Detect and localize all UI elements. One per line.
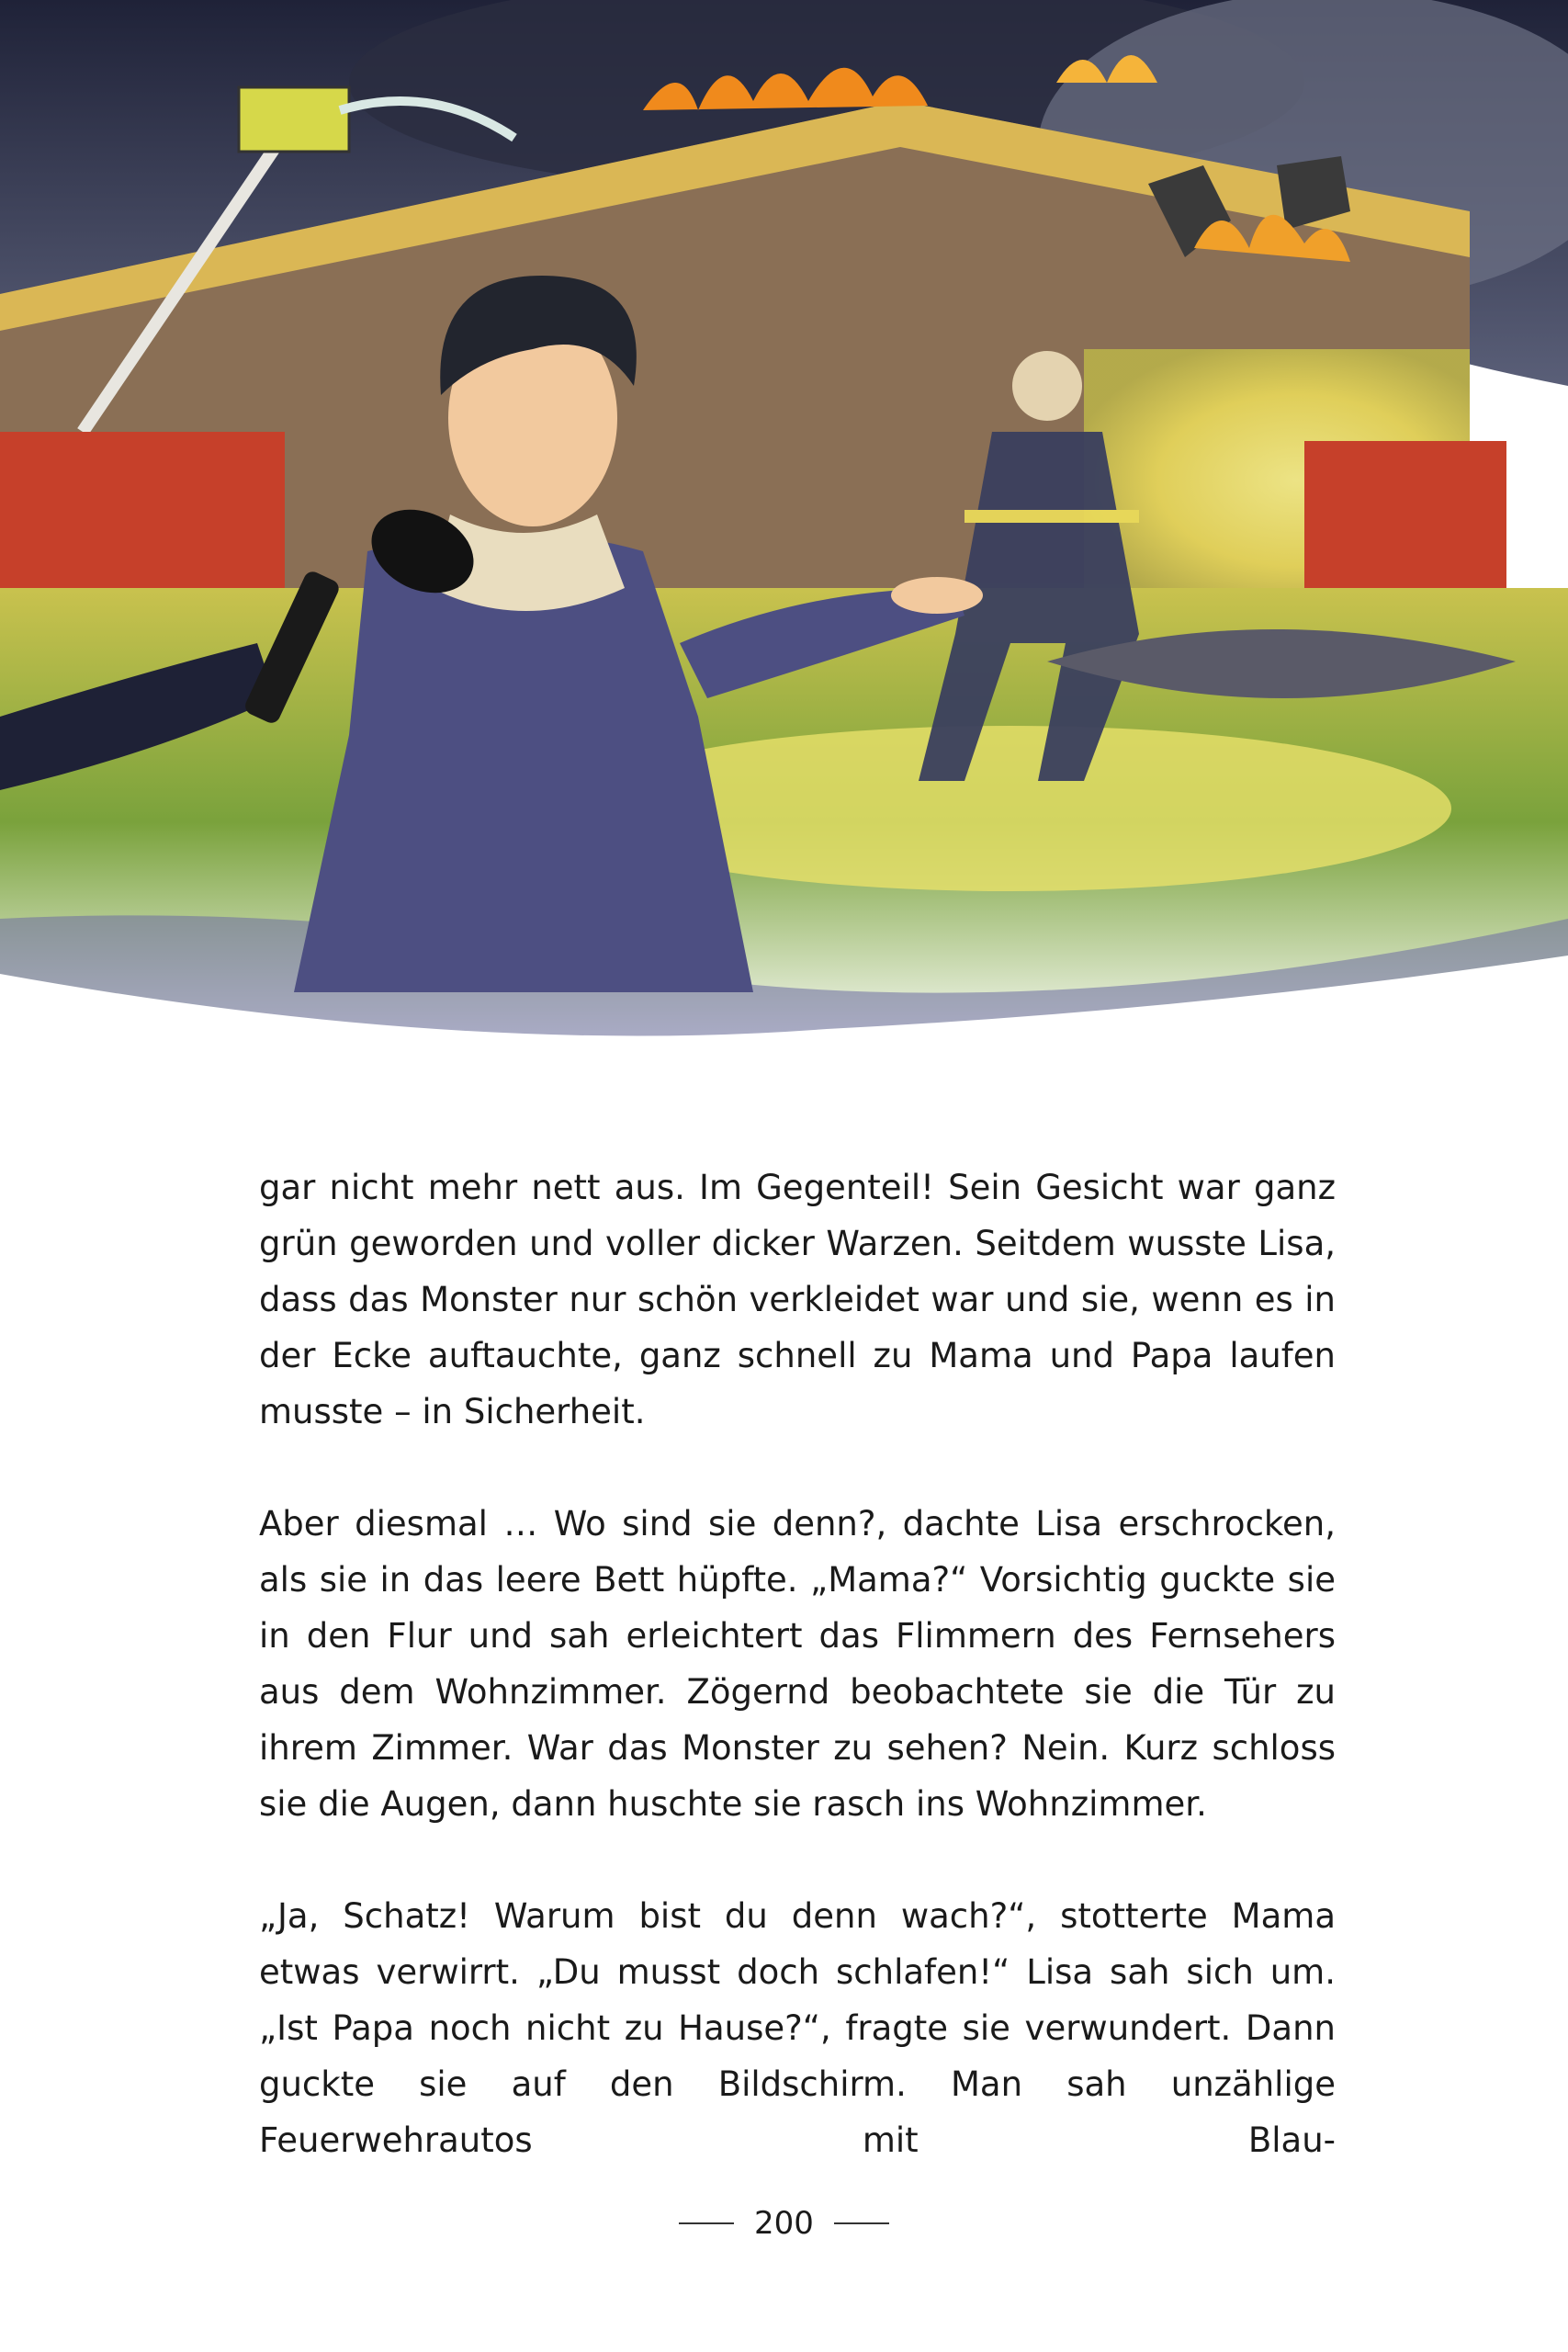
fire-truck-right [1304,441,1506,588]
paragraph: gar nicht mehr nett aus. Im Gegenteil! Sein Gesicht war ganz grün geworden und voller dicker Warzen. Seitdem wusste Lisa, dass das Monster nur schön verkleidet war und sie, wenn es in der Ecke auftauchte, ganz schnell zu Mama und Papa laufen musste – in Sicherheit. [259,1168,1336,1431]
paragraph: Aber diesmal … Wo sind sie denn?, dachte Lisa erschrocken, als sie in das leere Bett hüpfte. „Mama?“ Vorsichtig guckte sie in den Flur und sah erleichtert das Flimmern des Fernsehers aus dem Wohnzimmer. Zögernd beobachtete sie die Tür zu ihrem Zimmer. War das Monster zu sehen? Nein. Kurz schloss sie die Augen, dann huschte sie rasch ins Wohnzimmer. [259,1504,1336,1824]
footer-rule-left [679,2222,734,2224]
fire-scene-illustration [0,0,1568,1057]
page-number: 200 [754,2205,814,2242]
ladder-basket [239,87,349,152]
paragraph: „Ja, Schatz! Warum bist du denn wach?“, stotterte Mama etwas verwirrt. „Du musst doch schlafen!“ Lisa sah sich um. „Ist Papa noch nicht zu Hause?“, fragte sie verwundert. Dann guckte sie auf den Bildschirm. Man sah unzählige Feuerwehrautos mit Blau- [259,1896,1336,2160]
page-footer [0,2196,1568,2251]
story-text [259,1159,1336,2168]
footer-rule-right [834,2222,889,2224]
woman-hand [891,577,983,614]
